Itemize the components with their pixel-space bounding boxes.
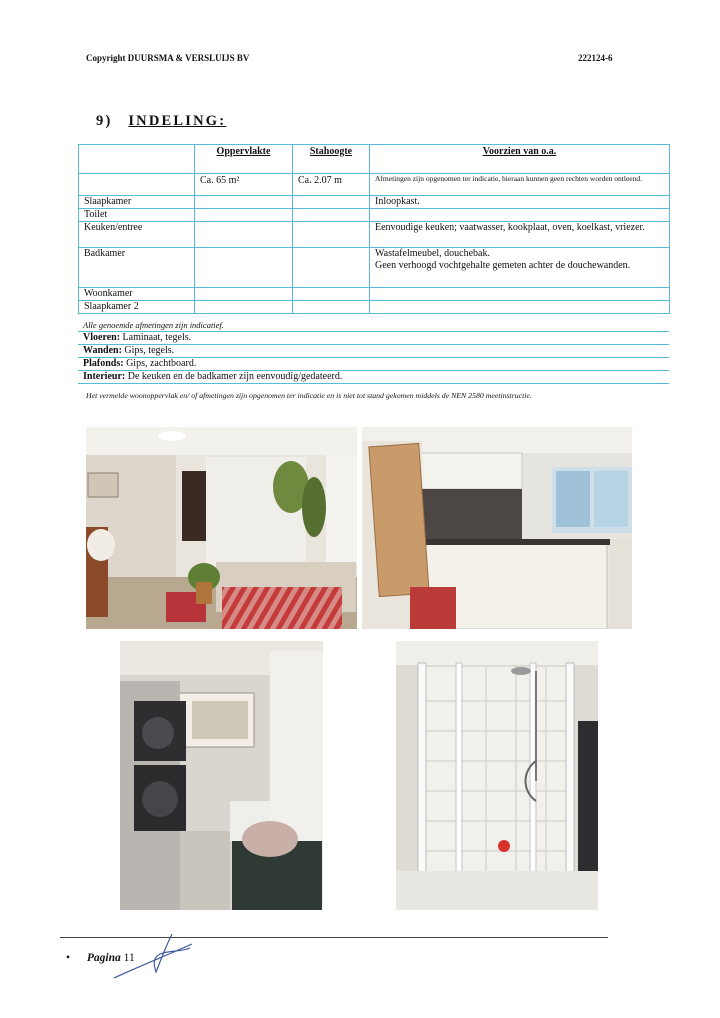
table-row bbox=[79, 209, 670, 222]
table-row bbox=[79, 222, 670, 248]
summary-row bbox=[79, 174, 670, 196]
notes-block bbox=[78, 319, 669, 384]
section-number: 9) bbox=[96, 113, 113, 129]
footer-bullet: • bbox=[66, 952, 71, 964]
header-copyright: Copyright DUURSMA & VERSLUIJS BV bbox=[86, 53, 250, 63]
room-features-line: Wastafelmeubel, douchebak. bbox=[375, 248, 490, 259]
table-row bbox=[79, 196, 670, 209]
floors-line: Vloeren: Laminaat, tegels. bbox=[78, 332, 669, 345]
dimension-note: Afmetingen zijn opgenomen ter indicatie, hieraan kunnen geen rechten worden ontleend. bbox=[370, 174, 670, 196]
room-name: Keuken/entree bbox=[79, 222, 195, 248]
room-name: Badkamer bbox=[79, 248, 195, 288]
photo-living-room bbox=[86, 427, 357, 629]
column-header: Voorzien van o.a. bbox=[370, 145, 670, 174]
room-features-line: Geen verhoogd vochtgehalte gemeten achter de douchewanden. bbox=[375, 260, 631, 271]
table-row bbox=[79, 301, 670, 314]
room-features: Eenvoudige keuken; vaatwasser, kookplaat, oven, koelkast, vriezer. bbox=[370, 222, 670, 248]
ceilings-line: Plafonds: Gips, zachtboard. bbox=[78, 358, 669, 371]
table-header-row bbox=[79, 145, 670, 174]
table-row bbox=[79, 288, 670, 301]
header-reference: 222124-6 bbox=[578, 53, 613, 63]
room-features bbox=[370, 209, 670, 222]
page-label: Pagina bbox=[86, 952, 121, 964]
signature bbox=[110, 926, 202, 984]
disclaimer: Het vermelde woonoppervlak en/ of afmetingen zijn opgenomen ter indicatie en is niet tot stand gekomen middels de NEN 2580 meetinstructie. bbox=[86, 391, 532, 400]
column-header: Oppervlakte bbox=[195, 145, 293, 174]
room-name: Woonkamer bbox=[79, 288, 195, 301]
walls-line: Wanden: Gips, tegels. bbox=[78, 345, 669, 358]
oppervlakte-value: Ca. 65 m² bbox=[195, 174, 293, 196]
room-name: Slaapkamer 2 bbox=[79, 301, 195, 314]
section-title bbox=[96, 113, 226, 130]
stahoogte-value: Ca. 2.07 m bbox=[293, 174, 370, 196]
table-row bbox=[79, 248, 670, 288]
page-number: 11 bbox=[123, 952, 135, 964]
photo-kitchen bbox=[362, 427, 632, 629]
indeling-table bbox=[78, 144, 670, 314]
room-features bbox=[370, 288, 670, 301]
column-header bbox=[79, 145, 195, 174]
interior-line: Interieur: De keuken en de badkamer zijn eenvoudig/gedateerd. bbox=[78, 371, 669, 384]
photo-laundry bbox=[120, 641, 323, 910]
section-heading: INDELING: bbox=[128, 113, 227, 129]
indicative-note: Alle genoemde afmetingen zijn indicatief. bbox=[78, 319, 669, 332]
photo-shower bbox=[396, 641, 598, 910]
column-header: Stahoogte bbox=[293, 145, 370, 174]
room-features: Inloopkast. bbox=[370, 196, 670, 209]
room-name: Toilet bbox=[79, 209, 195, 222]
room-features bbox=[370, 248, 670, 288]
room-features bbox=[370, 301, 670, 314]
room-name: Slaapkamer bbox=[79, 196, 195, 209]
